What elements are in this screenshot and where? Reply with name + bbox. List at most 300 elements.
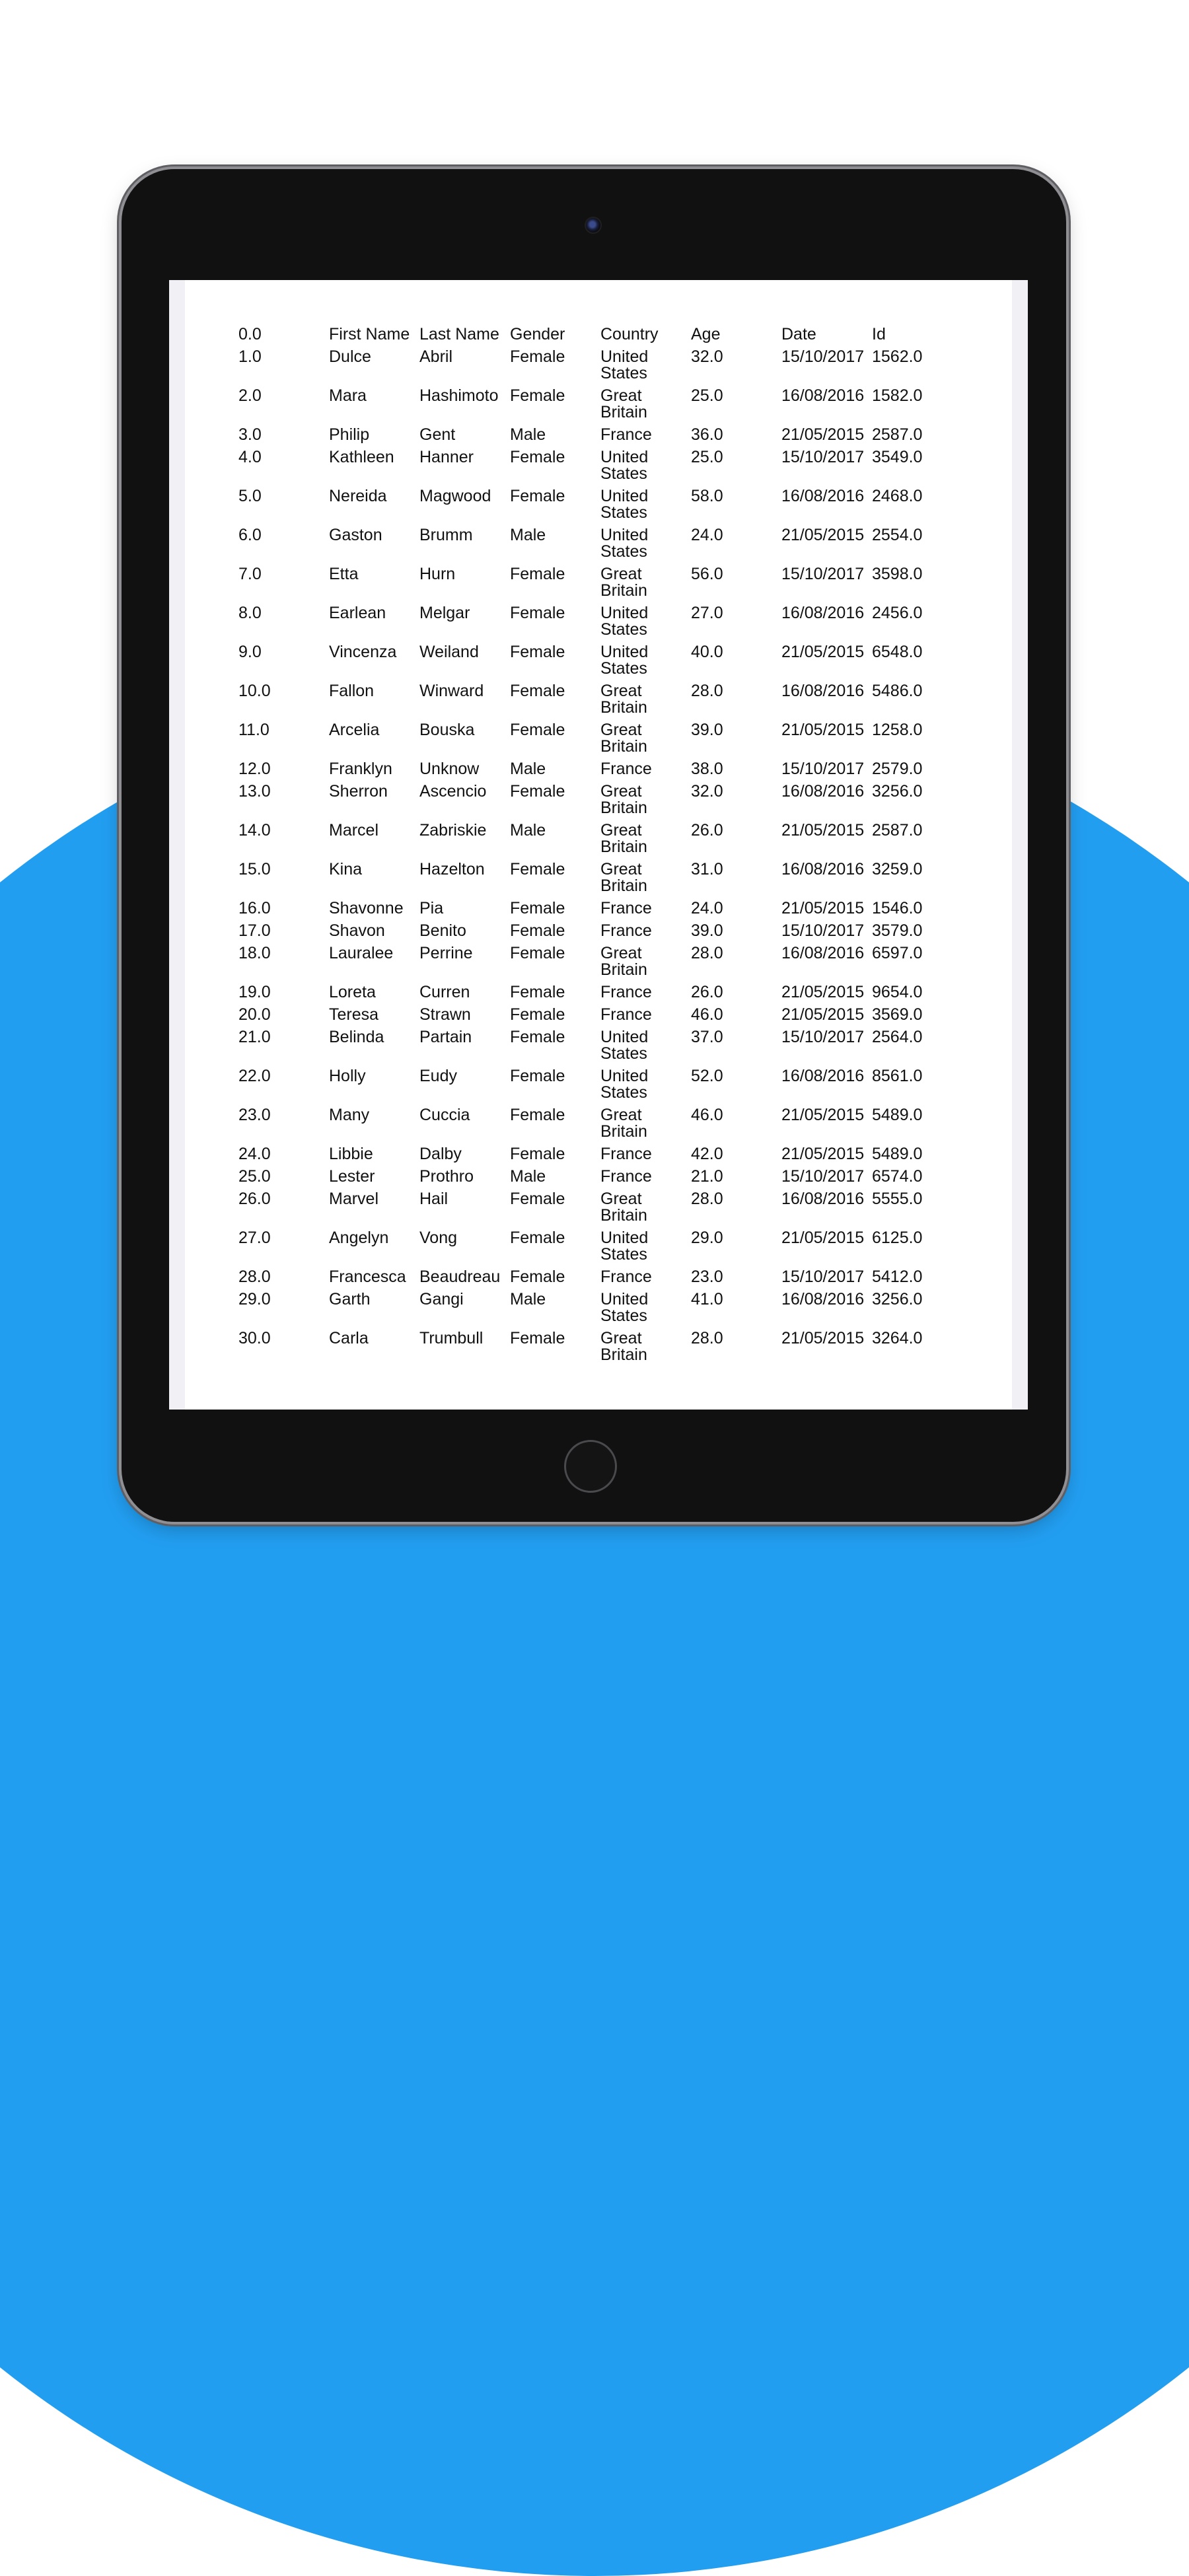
cell-first-name: Many <box>329 1106 370 1124</box>
cell-first-name: Etta <box>329 565 359 583</box>
cell-first-name: Lauralee <box>329 944 394 962</box>
cell-gender: Female <box>510 944 565 962</box>
cell-index: 23.0 <box>238 1106 271 1124</box>
cell-id: 8561.0 <box>872 1067 923 1085</box>
cell-gender: Male <box>510 1167 546 1186</box>
cell-id: 3256.0 <box>872 1290 923 1308</box>
table-row <box>238 605 939 644</box>
cell-age: 26.0 <box>691 983 723 1001</box>
cell-country <box>600 527 691 560</box>
table-row <box>238 527 939 566</box>
cell-age: 39.0 <box>691 721 723 739</box>
cell-first-name: Kina <box>329 860 363 878</box>
table-row <box>238 427 939 449</box>
cell-id: 5486.0 <box>872 682 923 700</box>
cell-country <box>600 1291 691 1324</box>
country-line-1: Great <box>600 565 642 583</box>
cell-gender: Female <box>510 1028 565 1046</box>
table-row <box>238 566 939 605</box>
cell-id: 1582.0 <box>872 386 923 405</box>
cell-age: 23.0 <box>691 1268 723 1286</box>
cell-date: 21/05/2015 <box>781 1145 865 1163</box>
cell-index: 11.0 <box>238 721 270 739</box>
cell-date: 16/08/2016 <box>781 860 865 878</box>
cell-last-name: Hashimoto <box>419 386 499 405</box>
cell-last-name: Winward <box>419 682 484 700</box>
country-line-2: States <box>600 659 647 678</box>
table-row <box>238 722 939 761</box>
cell-index: 3.0 <box>238 425 262 444</box>
country-line-1: Great <box>600 782 642 801</box>
cell-id: 2579.0 <box>872 760 923 778</box>
cell-id: 5412.0 <box>872 1268 923 1286</box>
cell-date: 21/05/2015 <box>781 1106 865 1124</box>
cell-gender: Female <box>510 1229 565 1247</box>
cell-date: 21/05/2015 <box>781 899 865 917</box>
country-line-2: Britain <box>600 581 647 600</box>
country-line-1: Great <box>600 1106 642 1124</box>
cell-last-name: Magwood <box>419 487 491 505</box>
cell-id: 3256.0 <box>872 782 923 801</box>
cell-last-name: Strawn <box>419 1005 471 1024</box>
table-row <box>238 449 939 488</box>
header-country: Country <box>600 325 659 343</box>
cell-date: 15/10/2017 <box>781 760 865 778</box>
cell-first-name: Francesca <box>329 1268 406 1286</box>
country-line-1: France <box>600 899 652 917</box>
country-line-1: France <box>600 1268 652 1286</box>
cell-country <box>600 1029 691 1062</box>
country-line-1: France <box>600 921 652 940</box>
cell-id: 1562.0 <box>872 347 923 366</box>
cell-date: 15/10/2017 <box>781 1167 865 1186</box>
table-row <box>238 1168 939 1191</box>
country-line-1: United <box>600 347 649 366</box>
cell-last-name: Dalby <box>419 1145 462 1163</box>
cell-index: 12.0 <box>238 760 271 778</box>
cell-gender: Male <box>510 760 546 778</box>
country-line-2: Britain <box>600 960 647 979</box>
cell-id: 9654.0 <box>872 983 923 1001</box>
cell-first-name: Kathleen <box>329 448 394 466</box>
cell-age: 32.0 <box>691 782 723 801</box>
cell-index: 1.0 <box>238 347 262 366</box>
cell-age: 31.0 <box>691 860 723 878</box>
cell-country <box>600 566 691 599</box>
cell-index: 4.0 <box>238 448 262 466</box>
cell-gender: Female <box>510 1268 565 1286</box>
country-line-1: France <box>600 425 652 444</box>
country-line-2: Britain <box>600 1122 647 1141</box>
data-table <box>238 326 939 1369</box>
cell-gender: Female <box>510 386 565 405</box>
cell-date: 15/10/2017 <box>781 921 865 940</box>
cell-first-name: Teresa <box>329 1005 379 1024</box>
cell-index: 10.0 <box>238 682 271 700</box>
cell-id: 3259.0 <box>872 860 923 878</box>
cell-gender: Female <box>510 448 565 466</box>
cell-last-name: Unknow <box>419 760 480 778</box>
cell-first-name: Shavon <box>329 921 385 940</box>
cell-gender: Female <box>510 1106 565 1124</box>
table-row <box>238 900 939 923</box>
cell-id: 2554.0 <box>872 526 923 544</box>
country-line-2: Britain <box>600 1345 647 1364</box>
cell-index: 25.0 <box>238 1167 271 1186</box>
cell-country <box>600 861 691 894</box>
table-row <box>238 1007 939 1029</box>
cell-last-name: Hazelton <box>419 860 485 878</box>
table-row <box>238 1230 939 1269</box>
cell-id: 3598.0 <box>872 565 923 583</box>
cell-index: 18.0 <box>238 944 271 962</box>
table-row <box>238 1269 939 1291</box>
cell-id: 6125.0 <box>872 1229 923 1247</box>
cell-id: 2587.0 <box>872 425 923 444</box>
cell-id: 2456.0 <box>872 604 923 622</box>
cell-index: 29.0 <box>238 1290 271 1308</box>
cell-first-name: Arcelia <box>329 721 380 739</box>
country-line-2: States <box>600 1044 647 1063</box>
cell-id: 6574.0 <box>872 1167 923 1186</box>
cell-last-name: Hanner <box>419 448 474 466</box>
cell-age: 28.0 <box>691 944 723 962</box>
tablet-screen <box>169 280 1028 1410</box>
table-row <box>238 822 939 861</box>
country-line-2: Britain <box>600 838 647 856</box>
cell-gender: Female <box>510 860 565 878</box>
cell-country <box>600 449 691 482</box>
cell-id: 6597.0 <box>872 944 923 962</box>
country-line-2: States <box>600 1245 647 1264</box>
cell-date: 15/10/2017 <box>781 448 865 466</box>
cell-id: 5555.0 <box>872 1190 923 1208</box>
cell-last-name: Eudy <box>419 1067 457 1085</box>
cell-age: 58.0 <box>691 487 723 505</box>
cell-country <box>600 644 691 677</box>
cell-gender: Female <box>510 721 565 739</box>
cell-country <box>600 722 691 755</box>
cell-country <box>600 1269 691 1285</box>
cell-age: 39.0 <box>691 921 723 940</box>
cell-first-name: Franklyn <box>329 760 392 778</box>
country-line-2: States <box>600 1306 647 1325</box>
table-header-row <box>238 326 939 349</box>
cell-index: 20.0 <box>238 1005 271 1024</box>
country-line-2: States <box>600 542 647 561</box>
cell-date: 21/05/2015 <box>781 643 865 661</box>
cell-country <box>600 349 691 382</box>
cell-country <box>600 427 691 443</box>
table-row <box>238 1330 939 1369</box>
cell-id: 2587.0 <box>872 821 923 840</box>
cell-first-name: Marcel <box>329 821 379 840</box>
country-line-2: States <box>600 503 647 522</box>
cell-date: 16/08/2016 <box>781 1067 865 1085</box>
cell-id: 5489.0 <box>872 1145 923 1163</box>
home-button[interactable] <box>564 1440 617 1493</box>
cell-first-name: Nereida <box>329 487 387 505</box>
cell-gender: Female <box>510 921 565 940</box>
cell-date: 21/05/2015 <box>781 425 865 444</box>
cell-date: 15/10/2017 <box>781 1268 865 1286</box>
cell-last-name: Gent <box>419 425 456 444</box>
cell-gender: Female <box>510 782 565 801</box>
cell-date: 16/08/2016 <box>781 487 865 505</box>
cell-date: 21/05/2015 <box>781 821 865 840</box>
cell-gender: Female <box>510 487 565 505</box>
cell-index: 14.0 <box>238 821 271 840</box>
country-line-1: Great <box>600 860 642 878</box>
cell-age: 37.0 <box>691 1028 723 1046</box>
cell-date: 16/08/2016 <box>781 782 865 801</box>
cell-age: 28.0 <box>691 682 723 700</box>
cell-country <box>600 761 691 777</box>
country-line-1: United <box>600 1229 649 1247</box>
cell-age: 24.0 <box>691 899 723 917</box>
cell-country <box>600 683 691 716</box>
cell-date: 15/10/2017 <box>781 565 865 583</box>
table-row <box>238 1146 939 1168</box>
cell-last-name: Vong <box>419 1229 458 1247</box>
cell-gender: Male <box>510 1290 546 1308</box>
cell-index: 27.0 <box>238 1229 271 1247</box>
cell-first-name: Philip <box>329 425 370 444</box>
cell-index: 2.0 <box>238 386 262 405</box>
cell-gender: Male <box>510 526 546 544</box>
cell-id: 1546.0 <box>872 899 923 917</box>
table-row <box>238 1068 939 1107</box>
cell-date: 21/05/2015 <box>781 721 865 739</box>
cell-age: 21.0 <box>691 1167 723 1186</box>
header-id: Id <box>872 325 886 343</box>
cell-index: 16.0 <box>238 899 271 917</box>
cell-first-name: Lester <box>329 1167 375 1186</box>
cell-index: 26.0 <box>238 1190 271 1208</box>
cell-last-name: Curren <box>419 983 470 1001</box>
cell-first-name: Holly <box>329 1067 366 1085</box>
cell-date: 16/08/2016 <box>781 1290 865 1308</box>
cell-last-name: Hail <box>419 1190 449 1208</box>
cell-gender: Female <box>510 604 565 622</box>
country-line-1: United <box>600 604 649 622</box>
cell-index: 7.0 <box>238 565 262 583</box>
cell-country <box>600 1330 691 1363</box>
cell-gender: Female <box>510 682 565 700</box>
camera-icon <box>586 218 600 233</box>
cell-date: 16/08/2016 <box>781 682 865 700</box>
cell-index: 22.0 <box>238 1067 271 1085</box>
cell-last-name: Ascencio <box>419 782 487 801</box>
country-line-1: France <box>600 983 652 1001</box>
cell-age: 28.0 <box>691 1329 723 1347</box>
cell-index: 8.0 <box>238 604 262 622</box>
cell-date: 21/05/2015 <box>781 1329 865 1347</box>
cell-gender: Male <box>510 425 546 444</box>
cell-index: 24.0 <box>238 1145 271 1163</box>
country-line-2: Britain <box>600 1206 647 1225</box>
cell-index: 17.0 <box>238 921 271 940</box>
cell-country <box>600 1107 691 1140</box>
country-line-1: France <box>600 1167 652 1186</box>
table-row <box>238 644 939 683</box>
country-line-1: Great <box>600 1190 642 1208</box>
cell-id: 3569.0 <box>872 1005 923 1024</box>
country-line-1: France <box>600 760 652 778</box>
cell-id: 2564.0 <box>872 1028 923 1046</box>
cell-first-name: Angelyn <box>329 1229 389 1247</box>
country-line-1: United <box>600 643 649 661</box>
table-row <box>238 488 939 527</box>
country-line-1: Great <box>600 821 642 840</box>
cell-last-name: Zabriskie <box>419 821 487 840</box>
header-index: 0.0 <box>238 325 262 343</box>
cell-id: 3579.0 <box>872 921 923 940</box>
country-line-1: United <box>600 526 649 544</box>
table-row <box>238 945 939 984</box>
cell-first-name: Vincenza <box>329 643 397 661</box>
cell-age: 46.0 <box>691 1005 723 1024</box>
country-line-1: United <box>600 1290 649 1308</box>
cell-country <box>600 605 691 638</box>
cell-date: 21/05/2015 <box>781 526 865 544</box>
country-line-2: Britain <box>600 403 647 421</box>
cell-age: 28.0 <box>691 1190 723 1208</box>
cell-gender: Female <box>510 1067 565 1085</box>
cell-last-name: Perrine <box>419 944 473 962</box>
cell-last-name: Gangi <box>419 1290 464 1308</box>
cell-id: 5489.0 <box>872 1106 923 1124</box>
country-line-1: Great <box>600 721 642 739</box>
cell-index: 6.0 <box>238 526 262 544</box>
cell-first-name: Loreta <box>329 983 376 1001</box>
cell-last-name: Partain <box>419 1028 472 1046</box>
cell-date: 21/05/2015 <box>781 1005 865 1024</box>
cell-date: 15/10/2017 <box>781 1028 865 1046</box>
cell-last-name: Pia <box>419 899 444 917</box>
cell-country <box>600 388 691 421</box>
cell-age: 56.0 <box>691 565 723 583</box>
cell-country <box>600 1068 691 1101</box>
cell-age: 26.0 <box>691 821 723 840</box>
cell-country <box>600 984 691 1001</box>
cell-index: 15.0 <box>238 860 271 878</box>
cell-age: 27.0 <box>691 604 723 622</box>
cell-date: 21/05/2015 <box>781 983 865 1001</box>
cell-last-name: Brumm <box>419 526 473 544</box>
cell-gender: Female <box>510 983 565 1001</box>
cell-country <box>600 1191 691 1224</box>
cell-index: 19.0 <box>238 983 271 1001</box>
cell-country <box>600 488 691 521</box>
cell-last-name: Beaudreau <box>419 1268 501 1286</box>
table-row <box>238 349 939 388</box>
cell-first-name: Dulce <box>329 347 371 366</box>
country-line-1: France <box>600 1145 652 1163</box>
cell-first-name: Marvel <box>329 1190 379 1208</box>
country-line-1: France <box>600 1005 652 1024</box>
cell-age: 38.0 <box>691 760 723 778</box>
table-row <box>238 683 939 722</box>
country-line-2: States <box>600 1083 647 1102</box>
cell-date: 16/08/2016 <box>781 604 865 622</box>
table-row <box>238 1291 939 1330</box>
cell-date: 21/05/2015 <box>781 1229 865 1247</box>
cell-last-name: Abril <box>419 347 453 366</box>
header-last-name: Last Name <box>419 325 499 343</box>
country-line-1: United <box>600 487 649 505</box>
cell-age: 25.0 <box>691 386 723 405</box>
country-line-1: Great <box>600 944 642 962</box>
cell-date: 16/08/2016 <box>781 1190 865 1208</box>
cell-gender: Female <box>510 643 565 661</box>
cell-index: 30.0 <box>238 1329 271 1347</box>
cell-age: 36.0 <box>691 425 723 444</box>
cell-index: 9.0 <box>238 643 262 661</box>
country-line-2: Britain <box>600 877 647 895</box>
table-row <box>238 761 939 783</box>
cell-gender: Female <box>510 1190 565 1208</box>
cell-gender: Female <box>510 1329 565 1347</box>
cell-age: 42.0 <box>691 1145 723 1163</box>
cell-date: 15/10/2017 <box>781 347 865 366</box>
table-row <box>238 861 939 900</box>
cell-last-name: Benito <box>419 921 466 940</box>
cell-age: 24.0 <box>691 526 723 544</box>
cell-first-name: Gaston <box>329 526 382 544</box>
cell-index: 13.0 <box>238 782 271 801</box>
cell-country <box>600 945 691 978</box>
header-gender: Gender <box>510 325 565 343</box>
country-line-2: States <box>600 620 647 639</box>
country-line-2: States <box>600 364 647 382</box>
cell-gender: Male <box>510 821 546 840</box>
country-line-1: United <box>600 1028 649 1046</box>
cell-id: 3549.0 <box>872 448 923 466</box>
cell-date: 16/08/2016 <box>781 944 865 962</box>
cell-index: 28.0 <box>238 1268 271 1286</box>
table-row <box>238 388 939 427</box>
table-row <box>238 984 939 1007</box>
country-line-1: Great <box>600 386 642 405</box>
cell-first-name: Libbie <box>329 1145 373 1163</box>
cell-last-name: Hurn <box>419 565 456 583</box>
cell-last-name: Trumbull <box>419 1329 484 1347</box>
cell-id: 2468.0 <box>872 487 923 505</box>
cell-age: 25.0 <box>691 448 723 466</box>
cell-last-name: Weiland <box>419 643 479 661</box>
cell-id: 3264.0 <box>872 1329 923 1347</box>
cell-age: 29.0 <box>691 1229 723 1247</box>
table-row <box>238 1107 939 1146</box>
cell-date: 16/08/2016 <box>781 386 865 405</box>
cell-id: 6548.0 <box>872 643 923 661</box>
country-line-2: Britain <box>600 737 647 756</box>
country-line-1: Great <box>600 682 642 700</box>
header-date: Date <box>781 325 816 343</box>
cell-country <box>600 1230 691 1263</box>
cell-last-name: Melgar <box>419 604 470 622</box>
country-line-1: United <box>600 1067 649 1085</box>
table-row <box>238 1191 939 1230</box>
country-line-2: States <box>600 464 647 483</box>
cell-gender: Female <box>510 347 565 366</box>
header-age: Age <box>691 325 721 343</box>
cell-index: 5.0 <box>238 487 262 505</box>
country-line-1: United <box>600 448 649 466</box>
header-first-name: First Name <box>329 325 410 343</box>
cell-country <box>600 1168 691 1185</box>
